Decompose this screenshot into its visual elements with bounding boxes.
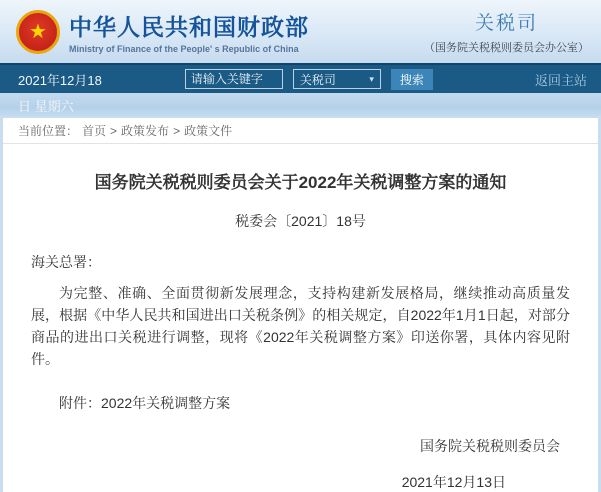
page-title: 国务院关税税则委员会关于2022年关税调整方案的通知 xyxy=(94,173,507,192)
body-paragraph: 为完整、准确、全面贯彻新发展理念，支持构建新发展格局，继续推动高质量发展，根据《中华人民共和国进出口关税条例》的相关规定，自2022年1月1日起，对部分商品的进出口关税进行调整，现将《2022年关税调整方案》印送你署，具体内容见附件。 xyxy=(31,285,570,367)
department-block xyxy=(424,8,593,55)
article xyxy=(3,144,598,492)
search-scope-select[interactable] xyxy=(293,69,381,89)
search-group xyxy=(185,69,433,90)
date-strip xyxy=(0,93,601,118)
chevron-down-icon: ▾ xyxy=(369,73,374,84)
search-input[interactable] xyxy=(185,69,283,89)
breadcrumb-item-policy-release[interactable]: 政策发布 xyxy=(121,124,170,138)
breadcrumb-item-home[interactable]: 首页 xyxy=(82,124,107,138)
navbar-date-wrap: 日 星期六 xyxy=(18,99,74,114)
breadcrumb xyxy=(3,118,598,144)
org-names xyxy=(69,9,309,54)
breadcrumb-separator: > xyxy=(173,123,181,138)
emblem-star-icon: ★ xyxy=(29,20,47,43)
document-number: 税委会〔2021〕18号 xyxy=(235,213,366,229)
signature: 国务院关税税则委员会 xyxy=(420,438,560,454)
org-name-cn: 中华人民共和国财政部 xyxy=(69,14,309,40)
search-button[interactable]: 搜索 xyxy=(391,69,433,90)
salutation: 海关总署： xyxy=(31,254,101,270)
signature-date: 2021年12月13日 xyxy=(401,474,506,490)
breadcrumb-label: 当前位置： xyxy=(18,124,79,138)
breadcrumb-item-policy-documents[interactable]: 政策文件 xyxy=(184,124,233,138)
national-emblem-icon xyxy=(16,10,60,54)
content-area xyxy=(3,118,598,492)
department-name: 关税司 xyxy=(474,13,538,34)
org-name-en: Ministry of Finance of the People' s Republic of China xyxy=(69,44,299,54)
navbar xyxy=(0,63,601,93)
navbar-date: 2021年12月18 xyxy=(18,72,102,88)
search-scope-value: 关税司 xyxy=(299,72,336,87)
attachment-line: 附件：2022年关税调整方案 xyxy=(59,395,231,411)
header-branding xyxy=(16,9,309,54)
site-header xyxy=(0,0,601,63)
return-home-link[interactable]: 返回主站 xyxy=(534,72,587,88)
department-subtitle: （国务院关税税则委员会办公室） xyxy=(424,42,589,54)
breadcrumb-separator: > xyxy=(110,123,118,138)
